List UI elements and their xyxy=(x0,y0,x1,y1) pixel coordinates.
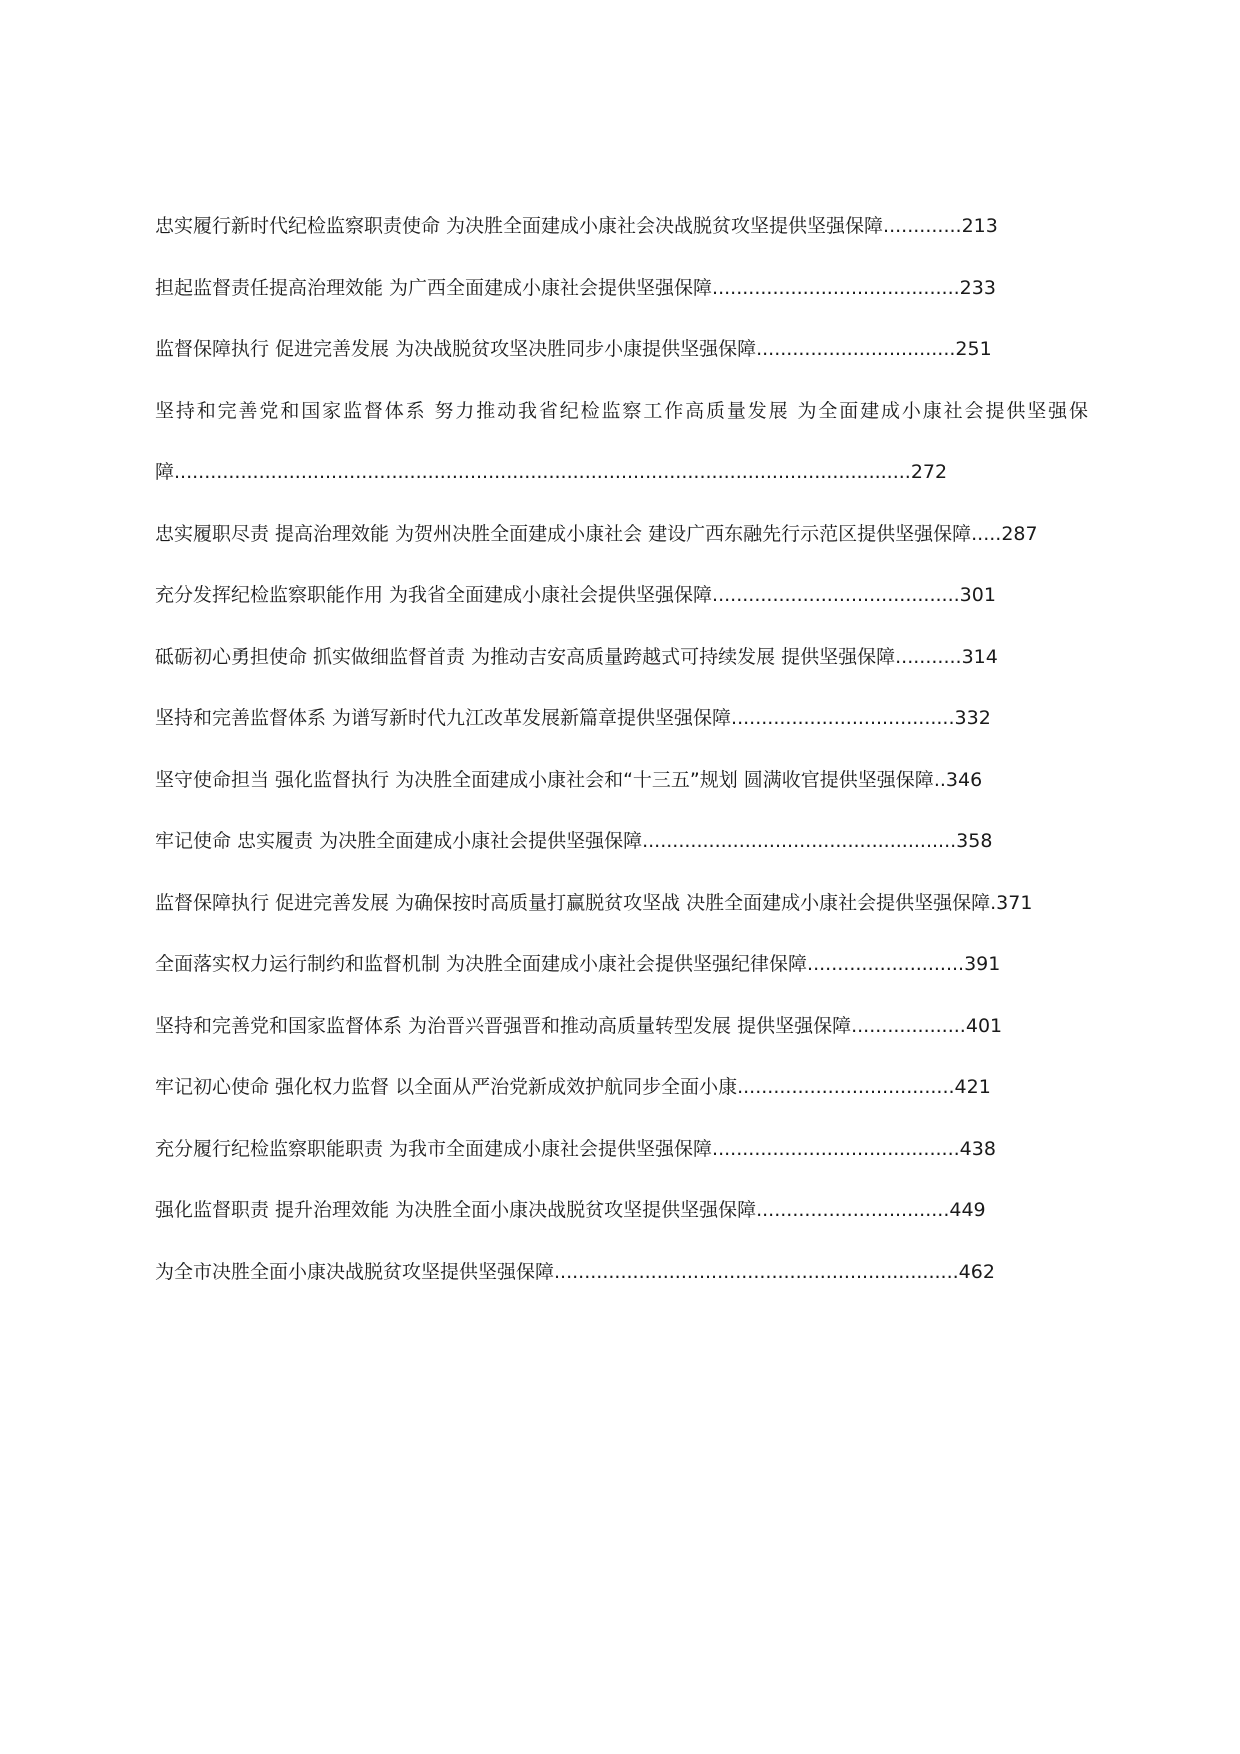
toc-page-number: 391 xyxy=(964,953,1001,975)
toc-entry-title: 坚持和完善监督体系 为谱写新时代九江改革发展新篇章提供坚强保障 xyxy=(155,707,732,729)
toc-page-number: 421 xyxy=(954,1076,991,1098)
toc-page-number: 272 xyxy=(910,461,948,483)
toc-page-number: 358 xyxy=(956,830,993,852)
toc-page-number: 332 xyxy=(954,707,991,729)
toc-entry-title: 为全市决胜全面小康决战脱贫攻坚提供坚强保障 xyxy=(155,1260,555,1283)
toc-dot-leader: .......................................................................................................................... xyxy=(174,461,911,483)
toc-entry-title: 忠实履职尽责 提高治理效能 为贺州决胜全面建成小康社会 建设广西东融先行示范区提供坚强保障 xyxy=(155,522,972,545)
toc-dot-leader: ..... xyxy=(971,522,1002,545)
toc-dot-leader: ........... xyxy=(895,645,962,668)
toc-page-number: 251 xyxy=(955,338,992,360)
toc-dot-leader: ......................................... xyxy=(712,1137,960,1160)
toc-entry-title: 坚守使命担当 强化监督执行 为决胜全面建成小康社会和“十三五”规划 圆满收官提供坚强保障 xyxy=(155,768,934,791)
toc-dot-leader: ................................ xyxy=(756,1199,950,1221)
toc-entry-title: 坚持和完善党和国家监督体系 为治晋兴晋强晋和推动高质量转型发展 提供坚强保障 xyxy=(155,1014,852,1037)
toc-entry[interactable] xyxy=(155,688,1088,750)
toc-dot-leader: ......................................... xyxy=(712,584,960,606)
toc-entry-title: 砥砺初心勇担使命 抓实做细监督首责 为推动吉安高质量跨越式可持续发展 提供坚强保障 xyxy=(155,645,896,668)
toc-dot-leader: .......................... xyxy=(807,953,965,975)
toc-entry-title: 牢记初心使命 强化权力监督 以全面从严治党新成效护航同步全面小康 xyxy=(155,1076,738,1098)
toc-entry-title: 充分履行纪检监察职能职责 为我市全面建成小康社会提供坚强保障 xyxy=(155,1137,713,1160)
toc-entry-title: 全面落实权力运行制约和监督机制 为决胜全面建成小康社会提供坚强纪律保障 xyxy=(155,953,808,975)
toc-page-number: 438 xyxy=(959,1137,996,1160)
toc-entry-title: 充分发挥纪检监察职能作用 为我省全面建成小康社会提供坚强保障 xyxy=(155,584,713,606)
toc-dot-leader: .................................... xyxy=(737,1076,955,1098)
toc-entry-title: 忠实履行新时代纪检监察职责使命 为决胜全面建成小康社会决战脱贫攻坚提供坚强保障 xyxy=(155,215,884,237)
toc-entry[interactable] xyxy=(155,873,1088,935)
toc-entry-title: 监督保障执行 促进完善发展 为确保按时高质量打赢脱贫攻坚战 决胜全面建成小康社会提供坚强保障 xyxy=(155,891,991,914)
toc-dot-leader: ............. xyxy=(883,215,962,237)
toc-entry-title: 监督保障执行 促进完善发展 为决战脱贫攻坚决胜同步小康提供坚强保障 xyxy=(155,338,757,360)
toc-entry-title: 担起监督责任提高治理效能 为广西全面建成小康社会提供坚强保障 xyxy=(155,276,713,299)
toc-dot-leader: ................................................................... xyxy=(554,1260,959,1283)
toc-entry[interactable] xyxy=(155,504,1088,566)
toc-entry-title: 强化监督职责 提升治理效能 为决胜全面小康决战脱贫攻坚提供坚强保障 xyxy=(155,1199,757,1221)
toc-entry[interactable] xyxy=(155,934,1088,996)
toc-dot-leader: . xyxy=(990,891,997,914)
toc-entry[interactable] xyxy=(155,996,1088,1058)
toc-entry[interactable] xyxy=(155,1242,1088,1304)
toc-entry[interactable] xyxy=(155,381,1088,504)
toc-dot-leader: .. xyxy=(933,768,946,791)
toc-page-number: 371 xyxy=(996,891,1033,914)
toc-dot-leader: ..................................... xyxy=(731,707,955,729)
toc-entry[interactable] xyxy=(155,1119,1088,1181)
table-of-contents xyxy=(155,196,1088,1303)
toc-entry[interactable] xyxy=(155,1180,1088,1242)
toc-entry[interactable] xyxy=(155,627,1088,689)
toc-page-number: 213 xyxy=(961,215,998,237)
toc-page-number: 314 xyxy=(961,645,998,668)
toc-page-number: 449 xyxy=(949,1199,986,1221)
toc-dot-leader: ................... xyxy=(851,1014,966,1037)
toc-entry-title: 坚持和完善党和国家监督体系 努力推动我省纪检监察工作高质量发展 为全面建成小康社会提供坚强保障 xyxy=(155,399,1088,483)
toc-entry[interactable] xyxy=(155,811,1088,873)
toc-dot-leader: ......................................... xyxy=(712,276,960,299)
toc-entry[interactable] xyxy=(155,750,1088,812)
toc-dot-leader: ................................. xyxy=(756,338,956,360)
toc-page-number: 301 xyxy=(959,584,996,606)
toc-entry[interactable] xyxy=(155,196,1088,258)
toc-entry[interactable] xyxy=(155,258,1088,320)
toc-dot-leader: .................................................... xyxy=(642,830,957,852)
toc-entry[interactable] xyxy=(155,319,1088,381)
toc-page-number: 346 xyxy=(945,768,983,791)
toc-page-number: 462 xyxy=(958,1260,995,1283)
toc-entry-title: 牢记使命 忠实履责 为决胜全面建成小康社会提供坚强保障 xyxy=(155,830,643,852)
toc-page-number: 287 xyxy=(1001,522,1038,545)
toc-entry[interactable] xyxy=(155,1057,1088,1119)
toc-page-number: 401 xyxy=(965,1014,1003,1037)
toc-page-number: 233 xyxy=(959,276,996,299)
toc-entry[interactable] xyxy=(155,565,1088,627)
